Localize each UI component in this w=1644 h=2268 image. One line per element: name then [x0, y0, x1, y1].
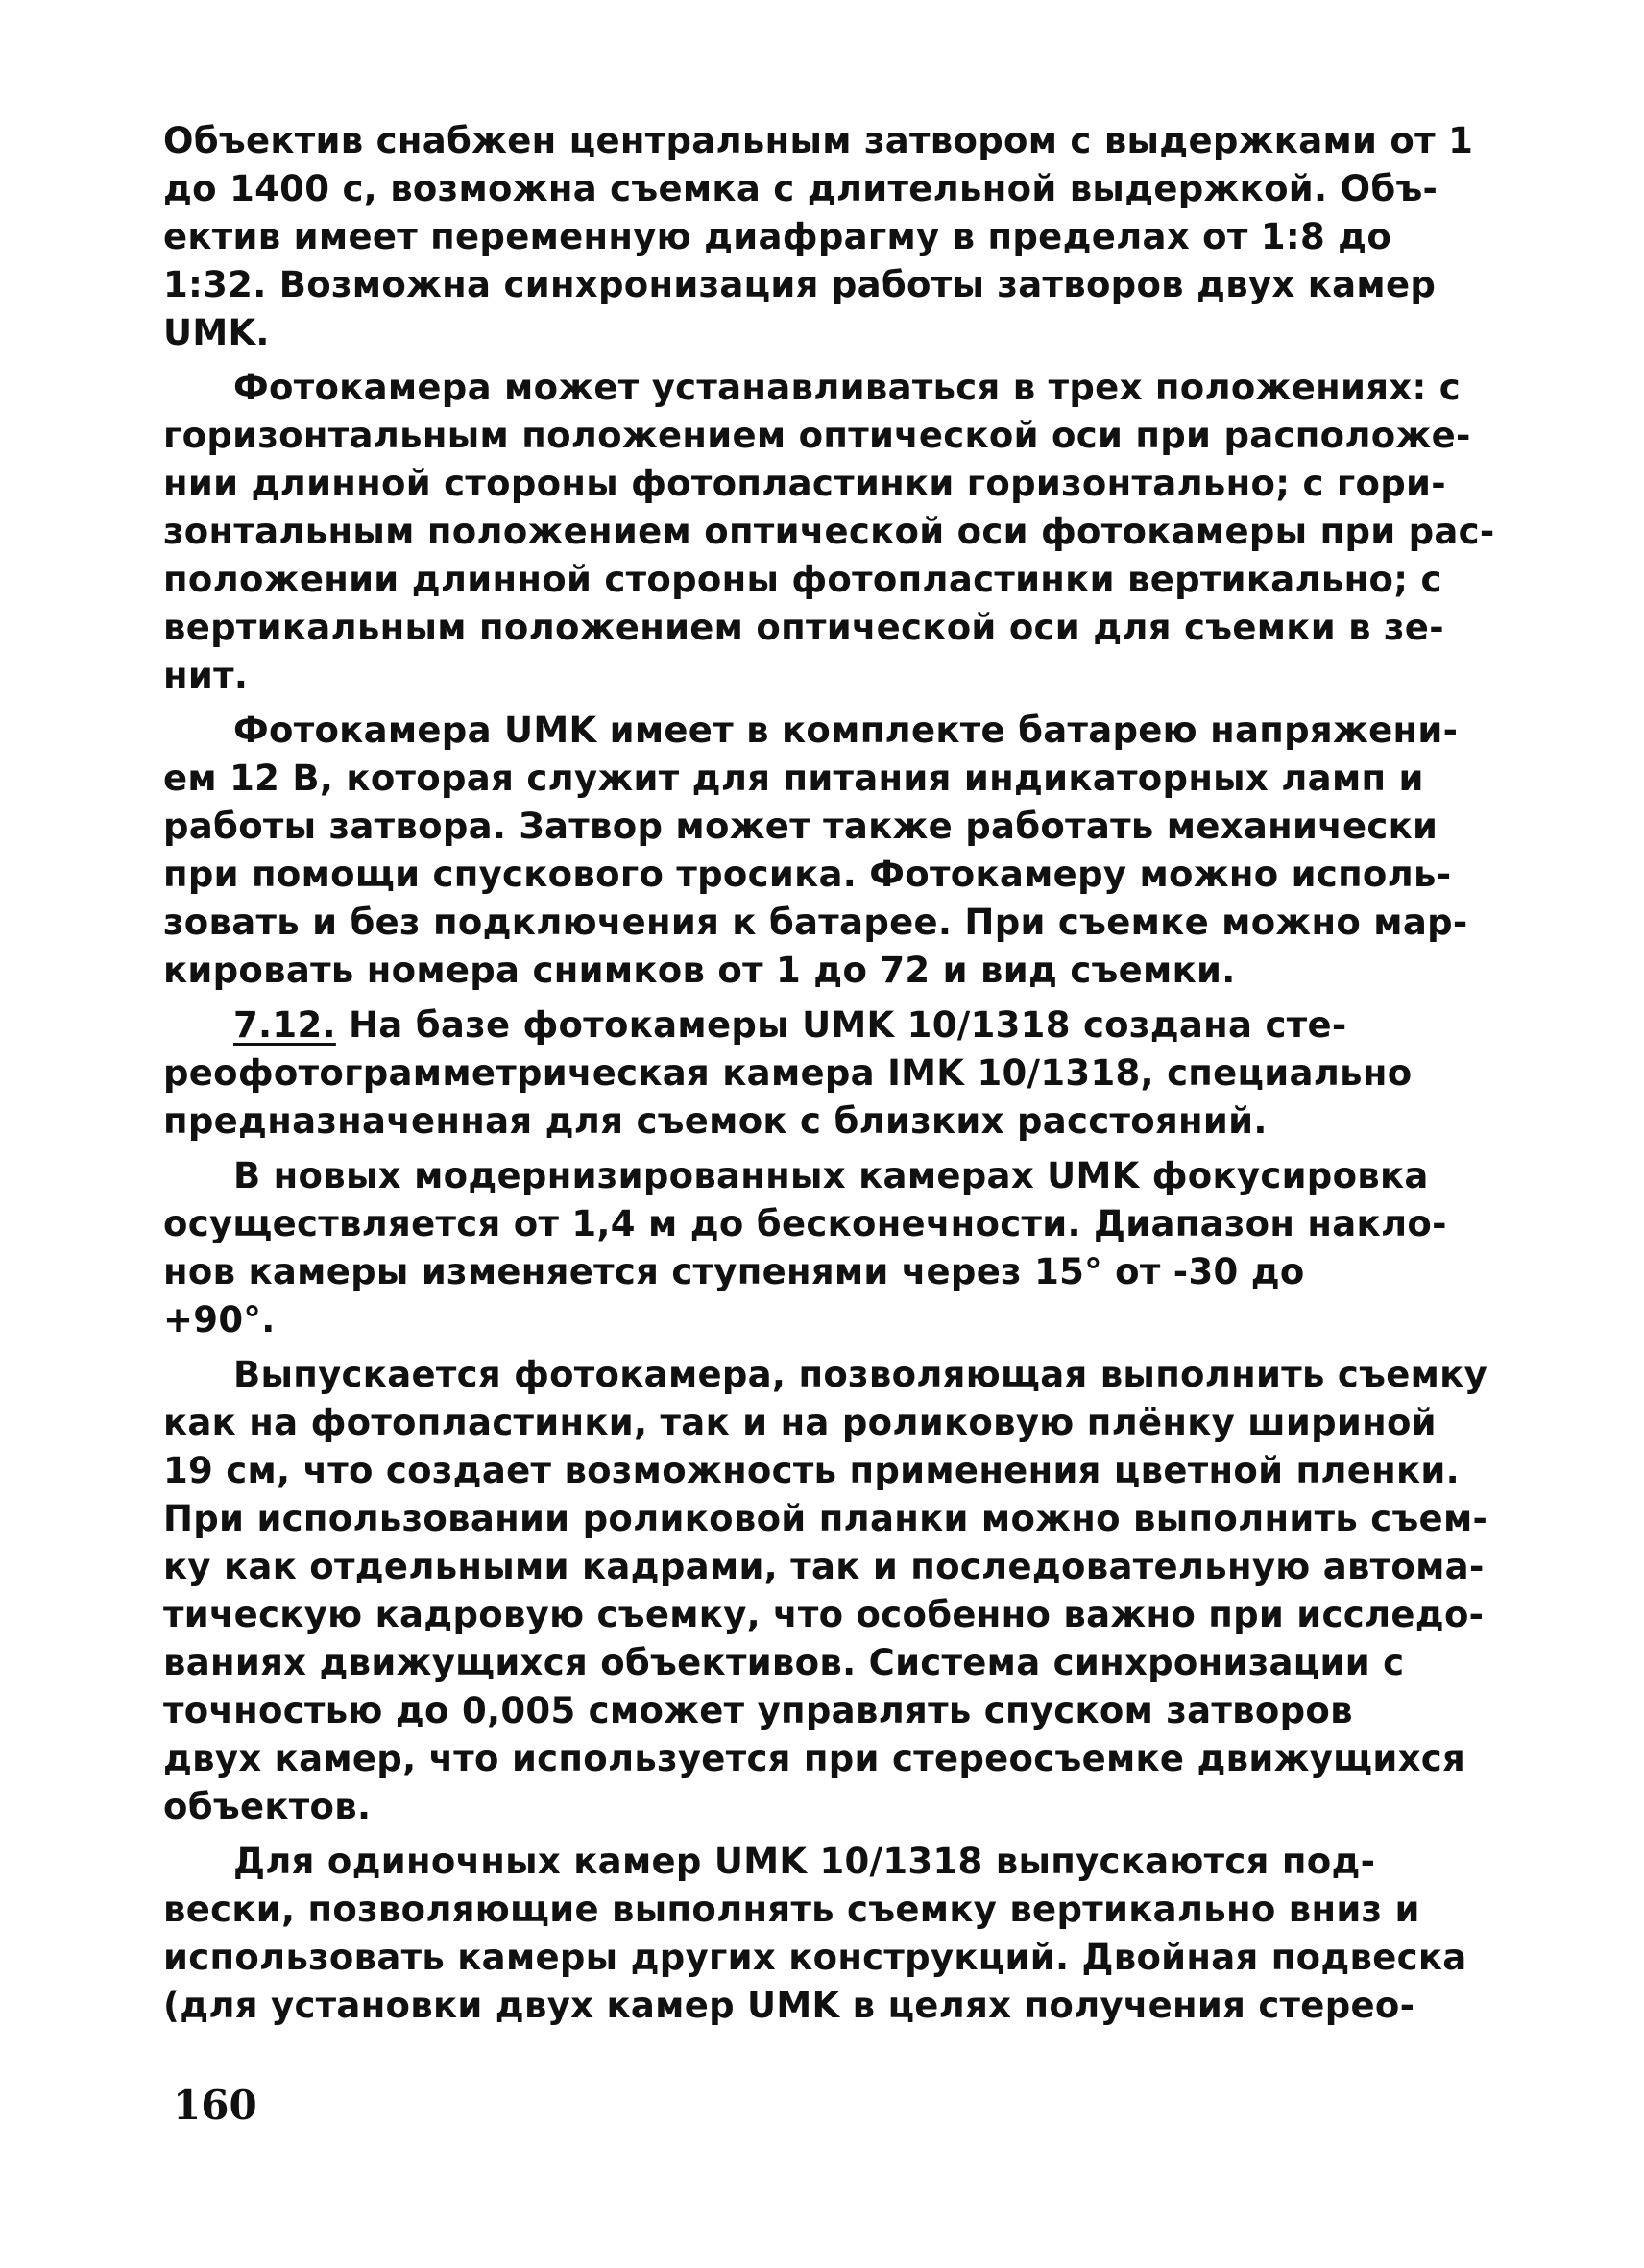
text-line: объектов.	[163, 1786, 372, 1827]
text-line-content: На базе фотокамеры UMK 10/1318 создана сте-	[335, 1004, 1347, 1046]
text-line: вески, позволяющие выполнять съемку вертикально вниз и	[163, 1889, 1420, 1930]
text-line: горизонтальным положением оптической оси при расположе-	[163, 415, 1471, 456]
text-line: нов камеры изменяется ступенями через 15° от -30 до	[163, 1251, 1305, 1292]
text-line: UMK.	[163, 312, 270, 353]
paragraph-section-7-12	[163, 1001, 1460, 1146]
text-line: Выпускается фотокамера, позволяющая выполнить съемку	[233, 1354, 1487, 1395]
text-line: ем 12 В, которая служит для питания индикаторных ламп и	[163, 758, 1424, 799]
text-line: до 1400 с, возможна съемка с длительной выдержкой. Объ-	[163, 168, 1438, 209]
paragraph-mounts	[163, 1838, 1467, 2030]
text-line: тическую кадровую съемку, что особенно важно при исследо-	[163, 1594, 1485, 1635]
text-line: нии длинной стороны фотопластинки горизонтально; с гори-	[163, 463, 1446, 504]
text-line: При использовании роликовой планки можно выполнить съем-	[163, 1498, 1488, 1539]
paragraph-lens-shutter	[163, 117, 1474, 357]
paragraph-roll-film	[163, 1351, 1488, 1831]
text-line: ваниях движущихся объективов. Система синхронизации с	[163, 1642, 1405, 1683]
text-line: Фотокамера UMK имеет в комплекте батарею напряжени-	[233, 710, 1459, 751]
text-line: двух камер, что используется при стереосъемке движущихся	[163, 1738, 1466, 1779]
paragraph-battery	[163, 707, 1468, 995]
text-line	[163, 1001, 1460, 1050]
text-line: точностью до 0,005 сможет управлять спуском затворов	[163, 1690, 1353, 1731]
text-line: (для установки двух камер UMK в целях получения стерео-	[163, 1985, 1415, 2026]
text-line: +90°.	[163, 1299, 276, 1340]
text-line: использовать камеры других конструкций. Двойная подвеска	[163, 1937, 1467, 1978]
text-line: Объектив снабжен центральным затвором с выдержками от 1	[163, 120, 1474, 161]
text-line: Фотокамера может устанавливаться в трех положениях: с	[233, 367, 1461, 408]
text-line: положении длинной стороны фотопластинки вертикально; с	[163, 559, 1442, 600]
body-text	[163, 117, 1495, 2030]
text-line: зовать и без подключения к батарее. При съемке можно мар-	[163, 902, 1468, 943]
text-line: вертикальным положением оптической оси для съемки в зе-	[163, 607, 1444, 648]
text-line: при помощи спускового тросика. Фотокамеру можно исполь-	[163, 854, 1452, 895]
text-line: ектив имеет переменную диафрагму в пределах от 1:8 до	[163, 216, 1392, 257]
text-line: Для одиночных камер UMK 10/1318 выпускаются под-	[233, 1841, 1376, 1882]
text-line: нит.	[163, 655, 249, 696]
text-line: работы затвора. Затвор может также работать механически	[163, 806, 1438, 847]
text-line: реофотограмметрическая камера IMK 10/1318, специально	[163, 1052, 1413, 1094]
text-line: зонтальным положением оптической оси фотокамеры при рас-	[163, 511, 1495, 552]
text-line: В новых модернизированных камерах UMK фокусировка	[233, 1155, 1429, 1196]
paragraph-camera-positions	[163, 364, 1495, 700]
text-line: кировать номера снимков от 1 до 72 и вид съемки.	[163, 950, 1236, 991]
page-number: 160	[173, 2082, 257, 2129]
paragraph-modernized-cameras	[163, 1152, 1460, 1344]
text-line: как на фотопластинки, так и на роликовую плёнку шириной	[163, 1402, 1437, 1443]
section-number: 7.12.	[233, 1004, 336, 1046]
text-line: ку как отдельными кадрами, так и последовательную автома-	[163, 1546, 1485, 1587]
text-line: 1:32. Возможна синхронизация работы затворов двух камер	[163, 264, 1437, 305]
text-line: предназначенная для съемок с близких расстояний.	[163, 1100, 1268, 1142]
text-line: 19 см, что создает возможность применения цветной пленки.	[163, 1450, 1460, 1491]
text-line: осуществляется от 1,4 м до бесконечности. Диапазон накло-	[163, 1203, 1447, 1244]
